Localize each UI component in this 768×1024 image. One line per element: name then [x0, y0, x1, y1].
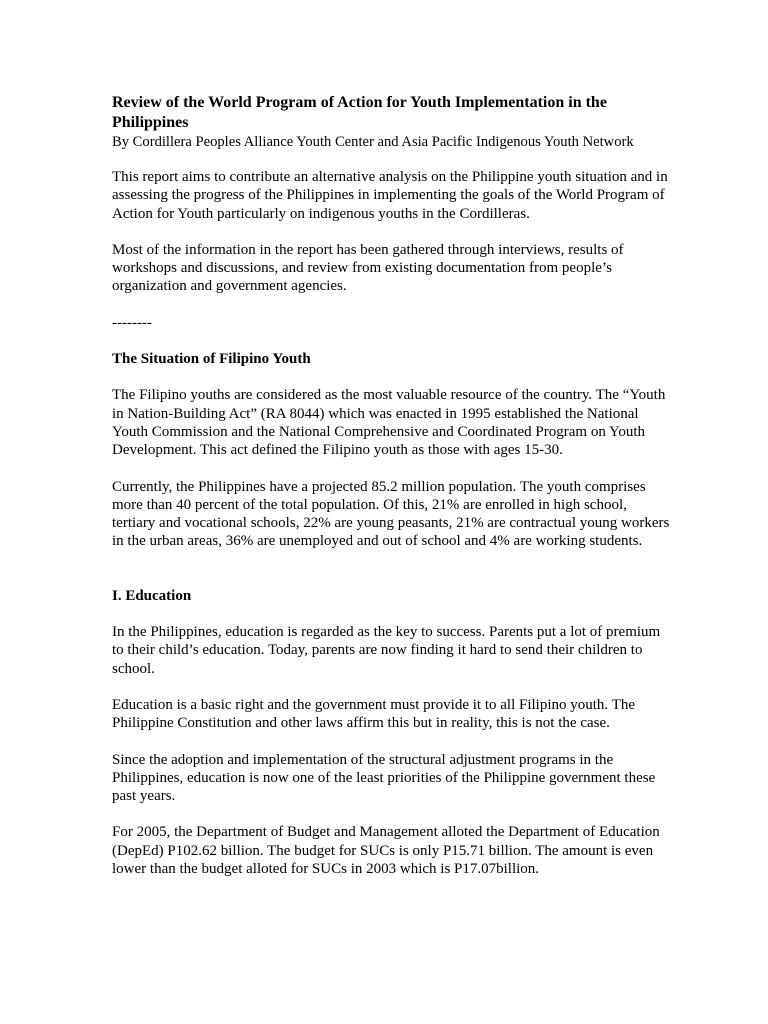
situation-paragraph-1: The Filipino youths are considered as the most valuable resource of the country. The “Youth in Nation-Building Act” (RA 8044) which was enacted in 1995 established the National Youth Commission and the National Comprehensive and Coordinated Program on Youth Development. This act defined the Filipino youth as those with ages 15-30.	[112, 387, 666, 459]
education-paragraph-2: Education is a basic right and the government must provide it to all Filipino youth. The Philippine Constitution and other laws affirm this but in reality, this is not the case.	[112, 696, 635, 732]
education-heading: I. Education	[112, 587, 192, 604]
document-title: Review of the World Program of Action for Youth Implementation in the Philippines	[112, 94, 607, 131]
intro-paragraph-2: Most of the information in the report has been gathered through interviews, results of workshops and discussions, and review from existing documentation from people’s organization and government agencies.	[112, 241, 624, 295]
situation-paragraph-2: Currently, the Philippines have a projected 85.2 million population. The youth comprises more than 40 percent of the total population. Of this, 21% are enrolled in high school, tertiary and vocational schools, 22% are young peasants, 21% are contractual young workers in the urban areas, 36% are unemployed and out of school and 4% are working students.	[112, 478, 670, 550]
education-paragraph-1: In the Philippines, education is regarded as the key to success. Parents put a lot of premium to their child’s education. Today, parents are now finding it hard to send their children to school.	[112, 624, 661, 677]
education-paragraph-4: For 2005, the Department of Budget and Management alloted the Department of Education (DepEd) P102.62 billion. The budget for SUCs is only P15.71 billion. The amount is even lower than the budget alloted for SUCs in 2003 which is P17.07billion.	[112, 824, 660, 878]
education-paragraph-3: Since the adoption and implementation of the structural adjustment programs in the Philippines, education is now one of the least priorities of the Philippine government these past years.	[112, 751, 656, 805]
situation-heading: The Situation of Filipino Youth	[112, 351, 311, 368]
document-page	[112, 93, 672, 896]
section-divider: --------	[112, 314, 152, 331]
intro-paragraph-1: This report aims to contribute an alternative analysis on the Philippine youth situation and in assessing the progress of the Philippines in implementing the goals of the World Program of Action for Youth particularly on indigenous youths in the Cordilleras.	[112, 169, 668, 222]
document-byline: By Cordillera Peoples Alliance Youth Center and Asia Pacific Indigenous Youth Network	[112, 134, 634, 150]
